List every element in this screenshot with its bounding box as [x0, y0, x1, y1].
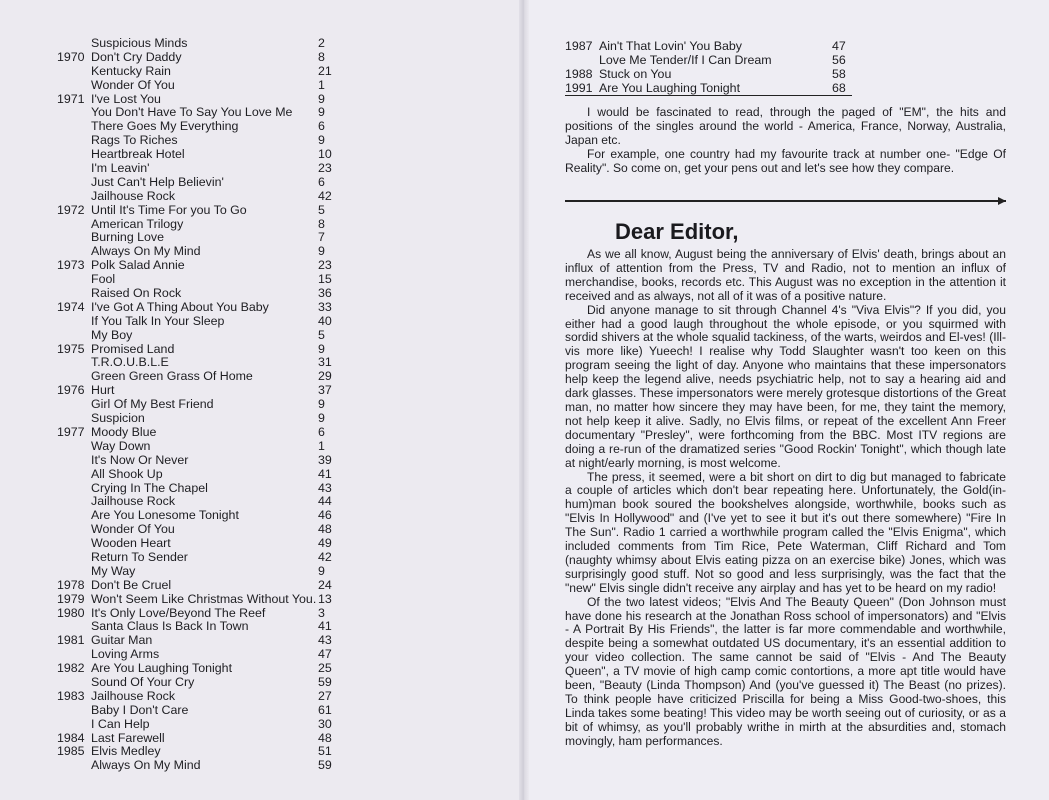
chart-position: 10	[318, 147, 332, 162]
song-title: I Can Help	[91, 716, 150, 731]
chart-row	[0, 204, 523, 218]
chart-position: 15	[318, 272, 332, 287]
chart-position: 47	[832, 39, 846, 53]
chart-row	[0, 551, 523, 565]
song-title: Way Down	[91, 438, 151, 453]
chart-row	[0, 37, 523, 51]
chart-position: 9	[318, 105, 325, 120]
song-title: Jailhouse Rock	[91, 188, 176, 203]
right-chart-list	[565, 39, 865, 95]
chart-row	[0, 329, 523, 343]
chart-row	[0, 356, 523, 370]
song-title: Until It's Time For you To Go	[91, 202, 247, 217]
chart-row	[0, 162, 523, 176]
intro-letter	[565, 106, 1006, 176]
song-title: T.R.O.U.B.L.E	[91, 355, 169, 370]
chart-position: 8	[318, 49, 325, 64]
chart-position: 6	[318, 424, 325, 439]
chart-position: 9	[318, 411, 325, 426]
chart-position: 41	[318, 619, 332, 634]
chart-position: 6	[318, 174, 325, 189]
chart-year: 1985	[57, 744, 85, 759]
song-title: I've Lost You	[91, 91, 161, 106]
chart-position: 58	[832, 67, 846, 81]
chart-row	[0, 120, 523, 134]
song-title: Promised Land	[91, 341, 175, 356]
chart-position: 30	[318, 716, 332, 731]
chart-position: 24	[318, 577, 332, 592]
section-divider	[565, 200, 1006, 202]
letter-paragraph: For example, one country had my favourite track at number one- "Edge Of Reality". So come on, get your pens out and let's see how they compare.	[565, 146, 1006, 175]
chart-year: 1980	[57, 605, 85, 620]
chart-row	[0, 176, 523, 190]
song-title: Green Green Grass Of Home	[91, 369, 253, 384]
song-title: Are You Lonesome Tonight	[91, 508, 239, 523]
chart-row	[0, 384, 523, 398]
chart-position: 43	[318, 480, 332, 495]
song-title: Always On My Mind	[91, 758, 201, 773]
chart-position: 33	[318, 299, 332, 314]
chart-row	[0, 704, 523, 718]
letter-paragraph: I would be fascinated to read, through the paged of "EM", the hits and positions of the singles around the world - America, France, Norway, Australia, Japan etc.	[565, 105, 1006, 147]
chart-position: 51	[318, 744, 332, 759]
song-title: My Boy	[91, 327, 133, 342]
chart-row	[0, 218, 523, 232]
song-title: Wooden Heart	[91, 536, 171, 551]
song-title: Suspicious Minds	[91, 36, 188, 50]
song-title: Just Can't Help Believin'	[91, 174, 224, 189]
chart-year: 1987	[565, 39, 593, 53]
chart-position: 5	[318, 327, 325, 342]
chart-position: 42	[318, 549, 332, 564]
song-title: Girl Of My Best Friend	[91, 397, 214, 412]
song-title: Fool	[91, 272, 116, 287]
chart-row	[0, 468, 523, 482]
chart-position: 21	[318, 63, 332, 78]
chart-row	[0, 537, 523, 551]
chart-row	[0, 495, 523, 509]
chart-row	[0, 676, 523, 690]
chart-row	[0, 745, 523, 759]
chart-year: 1976	[57, 383, 85, 398]
chart-position: 39	[318, 452, 332, 467]
song-title: Raised On Rock	[91, 286, 182, 301]
chart-row	[0, 343, 523, 357]
chart-row	[565, 53, 865, 67]
chart-row	[0, 426, 523, 440]
chart-position: 43	[318, 633, 332, 648]
chart-row	[0, 93, 523, 107]
song-title: I've Got A Thing About You Baby	[91, 299, 269, 314]
chart-row	[0, 315, 523, 329]
letter-paragraph: The press, it seemed, were a bit short on dirt to dig but managed to fabricate a couple of articles which don't bear repeating here. Unfortunately, the Gold(in-hum)man book soured the bookshelves alongside, worthwhile, books such as "Elvis In Hollywood" and (I've yet to see it but it's out there somewhere) "Fire In The Sun". Radio 1 carried a worthwhile program called the "Elvis Enigma", which included comments from Tim Rice, Pete Waterman, Cliff Richard and Tom (naughty whimsy about Elvis eating pizza on an exercise bike) Jones, which was surprisingly good stuff. Not so good and less surprisingly, was the fact that the "new" Elvis single didn't receive any airplay and has yet to be heard on my radio!	[565, 469, 1006, 595]
song-title: Crying In The Chapel	[91, 480, 208, 495]
chart-row	[0, 106, 523, 120]
song-title: Suspicion	[91, 411, 145, 426]
chart-position: 9	[318, 397, 325, 412]
chart-row	[0, 509, 523, 523]
chart-position: 1	[318, 77, 325, 92]
chart-position: 9	[318, 244, 325, 259]
chart-row	[0, 51, 523, 65]
song-title: Burning Love	[91, 230, 165, 245]
chart-year: 1970	[57, 49, 85, 64]
chart-year: 1988	[565, 67, 593, 81]
song-title: Won't Seem Like Christmas Without You.	[91, 591, 317, 606]
chart-position: 68	[832, 81, 846, 95]
letter-paragraph: Of the two latest videos; "Elvis And The Beauty Queen" (Don Johnson must have done his research at the Jonathan Ross school of impersonators) and "Elvis - A Portrait By His Friends", the latter is far more commendable and worthwhile, despite being a somewhat outdated US documentary, it's an essential addition to your video collection. The same cannot be said of "Elvis - And The Beauty Queen", a TV movie of high camp comic contortions, a more apt title would have been, "Beauty (Linda Thompson) And (you've guessed it) The Beast (no prizes). To think people have criticized Priscilla for being a Miss Good-two-shoes, this Linda takes some beating! This video may be worth seeing out of curiosity, or as a bit of whimsy, as you'll probably writhe in mirth at the absurdities and, stomach movingly, ham performances.	[565, 594, 1006, 748]
chart-position: 36	[318, 286, 332, 301]
chart-row	[0, 370, 523, 384]
chart-row	[0, 259, 523, 273]
chart-row	[0, 79, 523, 93]
letter-paragraph: Did anyone manage to sit through Channel 4's "Viva Elvis"? If you did, you either had a good laugh throughout the whole episode, or you squirmed with sordid shivers at the whole squalid tackiness, of the warts, weirdos and El-ves! (Ill-vis more like) Yueech! I realise why Todd Slaughter wasn't too keen on this program seeing the light of day. Anyone who maintains that these impersonators help keep the legend alive, needs psychiatric help, not to say a hearing aid and dark glasses. These impersonators were merely grotesque distortions of the Great man, no matter how sincere they may have been, for me, they taint the memory, not help keep it alive. Sadly, no Elvis films, or repeat of the excellent Ann Freer documentary "Presley", were forthcoming from the BBC. Most ITV regions are doing a re-run of the dramatized series "Good Rockin' Tonight", which though late at night/early morning, is most welcome.	[565, 302, 1006, 470]
song-title: Sound Of Your Cry	[91, 674, 195, 689]
editor-letter	[565, 248, 1006, 749]
letter-paragraph: As we all know, August being the anniversary of Elvis' death, brings about an influx of attention from the Press, TV and Radio, not to mention an influx of merchandise, books, records etc. This August was no exception in the attention it received and as always, not all of it was of a positive nature.	[565, 247, 1006, 303]
chart-row	[565, 81, 865, 95]
chart-position: 9	[318, 563, 325, 578]
chart-row	[0, 440, 523, 454]
song-title: Return To Sender	[91, 549, 188, 564]
song-title: Jailhouse Rock	[91, 494, 176, 509]
chart-row	[0, 245, 523, 259]
chart-position: 47	[318, 647, 332, 662]
chart-position: 7	[318, 230, 325, 245]
chart-row	[0, 454, 523, 468]
chart-row	[0, 412, 523, 426]
chart-row	[0, 287, 523, 301]
song-title: There Goes My Everything	[91, 119, 239, 134]
chart-row	[0, 593, 523, 607]
song-title: Baby I Don't Care	[91, 702, 189, 717]
chart-position: 56	[832, 53, 846, 67]
song-title: If You Talk In Your Sleep	[91, 313, 225, 328]
chart-row	[0, 607, 523, 621]
chart-year: 1991	[565, 81, 593, 95]
chart-position: 1	[318, 438, 325, 453]
chart-year: 1983	[57, 688, 85, 703]
chart-year: 1977	[57, 424, 85, 439]
chart-end-rule	[565, 95, 852, 96]
chart-position: 40	[318, 313, 332, 328]
chart-row	[0, 690, 523, 704]
song-title: Polk Salad Annie	[91, 258, 185, 273]
chart-year: 1975	[57, 341, 85, 356]
chart-year: 1971	[57, 91, 85, 106]
song-title: Rags To Riches	[91, 133, 178, 148]
chart-row	[0, 398, 523, 412]
chart-position: 59	[318, 674, 332, 689]
chart-row	[0, 565, 523, 579]
song-title: Wonder Of You	[91, 522, 175, 537]
chart-position: 44	[318, 494, 332, 509]
chart-row	[0, 634, 523, 648]
song-title: My Way	[91, 563, 136, 578]
chart-position: 2	[318, 36, 325, 50]
song-title: Kentucky Rain	[91, 63, 171, 78]
chart-year: 1972	[57, 202, 85, 217]
chart-year: 1978	[57, 577, 85, 592]
chart-position: 6	[318, 119, 325, 134]
divider-arrow-icon	[998, 197, 1006, 205]
chart-year: 1979	[57, 591, 85, 606]
chart-year: 1984	[57, 730, 85, 745]
chart-position: 49	[318, 536, 332, 551]
chart-row	[565, 67, 865, 81]
song-title: You Don't Have To Say You Love Me	[91, 105, 293, 120]
song-title: Wonder Of You	[91, 77, 175, 92]
song-title: It's Now Or Never	[91, 452, 189, 467]
song-title: Stuck on You	[599, 67, 672, 81]
chart-position: 9	[318, 91, 325, 106]
song-title: Love Me Tender/If I Can Dream	[599, 53, 772, 67]
chart-row	[0, 231, 523, 245]
chart-row	[0, 523, 523, 537]
chart-year: 1974	[57, 299, 85, 314]
song-title: Don't Cry Daddy	[91, 49, 182, 64]
chart-year: 1982	[57, 661, 85, 676]
chart-position: 42	[318, 188, 332, 203]
chart-position: 48	[318, 522, 332, 537]
chart-position: 8	[318, 216, 325, 231]
chart-year: 1981	[57, 633, 85, 648]
song-title: Are You Laughing Tonight	[599, 81, 741, 95]
chart-position: 46	[318, 508, 332, 523]
left-chart-list	[0, 37, 523, 773]
song-title: Always On My Mind	[91, 244, 201, 259]
chart-row	[0, 579, 523, 593]
song-title: Moody Blue	[91, 424, 157, 439]
chart-position: 29	[318, 369, 332, 384]
chart-row	[0, 273, 523, 287]
chart-row	[565, 39, 865, 53]
chart-row	[0, 759, 523, 773]
chart-year: 1973	[57, 258, 85, 273]
chart-row	[0, 134, 523, 148]
chart-row	[0, 301, 523, 315]
chart-row	[0, 732, 523, 746]
song-title: Ain't That Lovin' You Baby	[599, 39, 742, 53]
chart-position: 31	[318, 355, 332, 370]
song-title: Jailhouse Rock	[91, 688, 176, 703]
song-title: Loving Arms	[91, 647, 160, 662]
chart-row	[0, 718, 523, 732]
song-title: American Trilogy	[91, 216, 184, 231]
chart-row	[0, 648, 523, 662]
dear-editor-heading: Dear Editor,	[615, 219, 739, 244]
chart-row	[0, 65, 523, 79]
song-title: Last Farewell	[91, 730, 165, 745]
chart-row	[0, 482, 523, 496]
chart-position: 25	[318, 661, 332, 676]
chart-position: 9	[318, 133, 325, 148]
chart-position: 48	[318, 730, 332, 745]
chart-position: 13	[318, 591, 332, 606]
chart-row	[0, 148, 523, 162]
chart-position: 27	[318, 688, 332, 703]
song-title: Don't Be Cruel	[91, 577, 172, 592]
song-title: Guitar Man	[91, 633, 153, 648]
song-title: I'm Leavin'	[91, 161, 150, 176]
chart-position: 37	[318, 383, 332, 398]
chart-position: 41	[318, 466, 332, 481]
chart-position: 3	[318, 605, 325, 620]
chart-row	[0, 190, 523, 204]
song-title: Heartbreak Hotel	[91, 147, 185, 162]
chart-position: 61	[318, 702, 332, 717]
chart-position: 23	[318, 258, 332, 273]
song-title: Santa Claus Is Back In Town	[91, 619, 249, 634]
chart-row	[0, 620, 523, 634]
chart-position: 59	[318, 758, 332, 773]
chart-position: 23	[318, 161, 332, 176]
chart-position: 5	[318, 202, 325, 217]
song-title: Hurt	[91, 383, 115, 398]
song-title: It's Only Love/Beyond The Reef	[91, 605, 266, 620]
chart-position: 9	[318, 341, 325, 356]
song-title: Are You Laughing Tonight	[91, 661, 233, 676]
song-title: Elvis Medley	[91, 744, 161, 759]
song-title: All Shook Up	[91, 466, 163, 481]
chart-row	[0, 662, 523, 676]
